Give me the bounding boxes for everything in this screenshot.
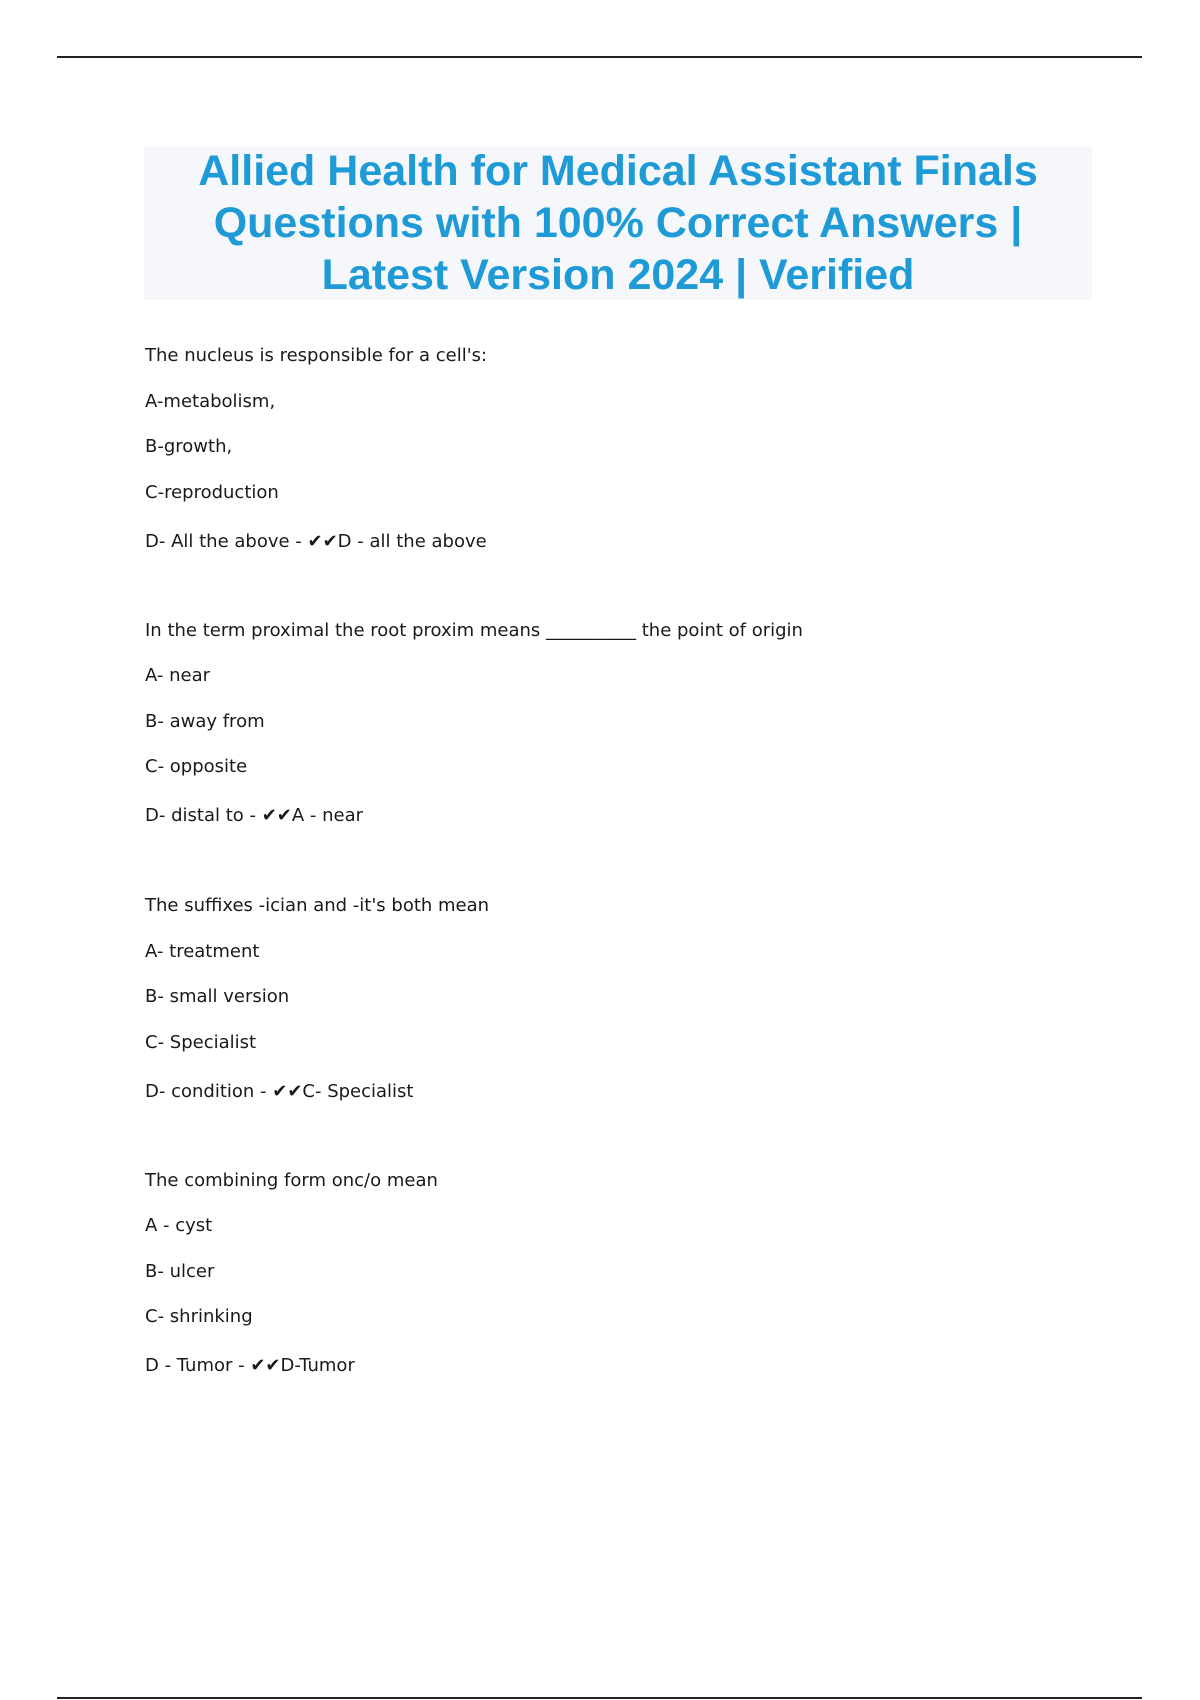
option-a: A- near xyxy=(145,665,211,686)
option-c: C- opposite xyxy=(145,756,248,777)
option-b: B- ulcer xyxy=(145,1261,215,1282)
top-rule xyxy=(57,56,1142,58)
option-b: B- away from xyxy=(145,711,265,732)
option-a: A-metabolism, xyxy=(145,391,276,412)
option-c: C- Specialist xyxy=(145,1032,257,1053)
option-d-answer: D- condition - ✔✔C- Specialist xyxy=(145,1081,414,1102)
question-text: The combining form onc/o mean xyxy=(145,1170,438,1191)
option-d-answer: D - Tumor - ✔✔D-Tumor xyxy=(145,1355,355,1376)
option-b: B-growth, xyxy=(145,436,233,457)
document-title: Allied Health for Medical Assistant Finals Questions with 100% Correct Answers | Latest Version 2024 | Verified xyxy=(198,147,1038,299)
bottom-rule xyxy=(57,1697,1142,1699)
option-b: B- small version xyxy=(145,986,290,1007)
title-banner xyxy=(144,146,1092,300)
option-d-answer: D- distal to - ✔✔A - near xyxy=(145,805,364,826)
option-c: C- shrinking xyxy=(145,1306,253,1327)
option-a: A - cyst xyxy=(145,1215,213,1236)
option-d-answer: D- All the above - ✔✔D - all the above xyxy=(145,531,487,552)
option-a: A- treatment xyxy=(145,941,260,962)
question-text: The suffixes -ician and -it's both mean xyxy=(145,895,490,916)
question-text: The nucleus is responsible for a cell's: xyxy=(145,345,488,366)
question-text: In the term proximal the root proxim means __________ the point of origin xyxy=(145,620,803,641)
option-c: C-reproduction xyxy=(145,482,279,503)
